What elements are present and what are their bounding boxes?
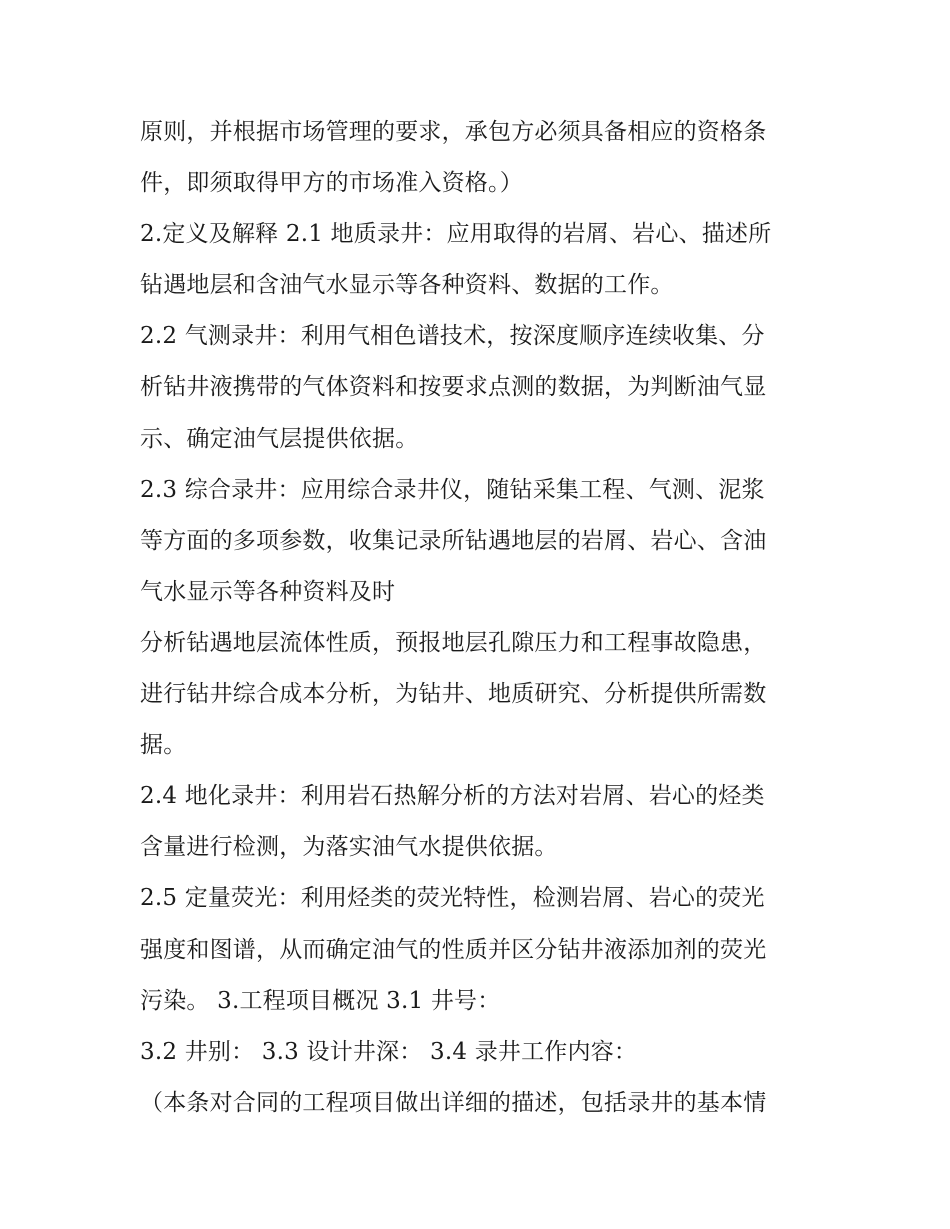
text-line: 据。: [140, 732, 187, 759]
text-line: （本条对合同的工程项目做出详细的描述，包括录井的基本情: [140, 1089, 767, 1116]
text-line: 析钻井液携带的气体资料和按要求点测的数据，为判断油气显: [140, 374, 767, 401]
text-line: 等方面的多项参数，收集记录所钻遇地层的岩屑、岩心、含油: [140, 527, 767, 554]
text-line: 污染。 3.工程项目概况 3.1 井号：: [140, 987, 501, 1014]
text-line: 3.2 井别： 3.3 设计井深： 3.4 录井工作内容：: [140, 1038, 638, 1065]
text-line: 件，即须取得甲方的市场准入资格。）: [140, 170, 523, 197]
text-line: 含量进行检测，为落实油气水提供依据。: [140, 834, 558, 861]
text-line: 2.4 地化录井：利用岩石热解分析的方法对岩屑、岩心的烃类: [140, 783, 765, 810]
text-line: 气水显示等各种资料及时: [140, 578, 396, 605]
text-line: 进行钻井综合成本分析，为钻井、地质研究、分析提供所需数: [140, 681, 767, 708]
text-line: 钻遇地层和含油气水显示等各种资料、数据的工作。: [140, 272, 674, 299]
text-line: 示、确定油气层提供依据。: [140, 425, 419, 452]
document-body: [140, 107, 820, 1129]
text-line: 原则，并根据市场管理的要求，承包方必须具备相应的资格条: [140, 119, 767, 145]
text-line: 2.5 定量荧光：利用烃类的荧光特性，检测岩屑、岩心的荧光: [140, 885, 765, 912]
text-line: 强度和图谱，从而确定油气的性质并区分钻井液添加剂的荧光: [140, 936, 767, 963]
text-line: 2.3 综合录井：应用综合录井仪，随钻采集工程、气测、泥浆: [140, 476, 765, 503]
text-line: 分析钻遇地层流体性质，预报地层孔隙压力和工程事故隐患，: [140, 629, 767, 656]
text-line: 2.定义及解释 2.1 地质录井：应用取得的岩屑、岩心、描述所: [140, 221, 772, 248]
text-line: 2.2 气测录井：利用气相色谱技术，按深度顺序连续收集、分: [140, 323, 765, 350]
